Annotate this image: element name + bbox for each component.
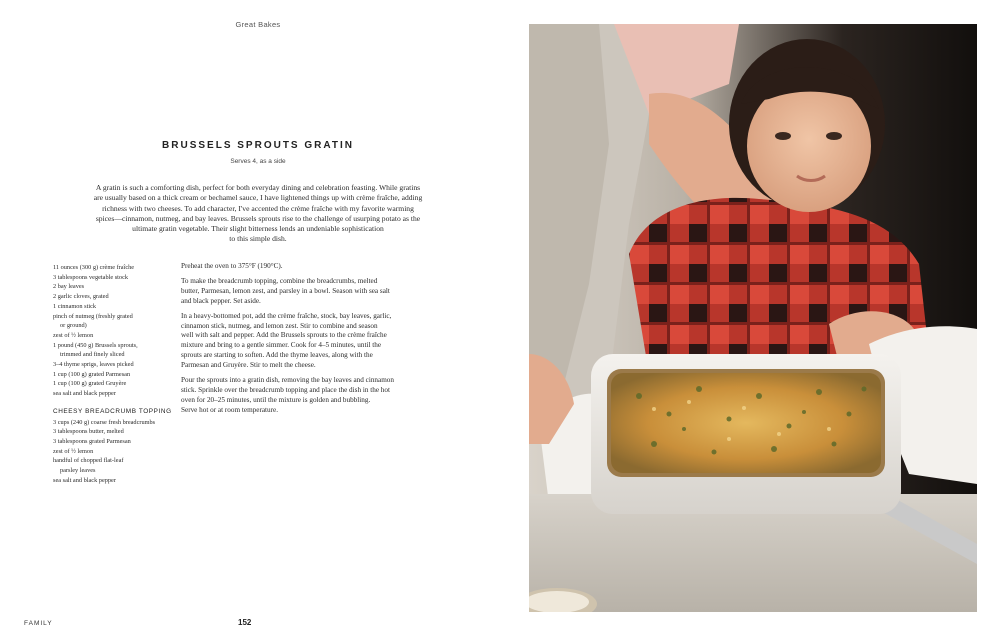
ingredient-item: 1 cup (100 g) grated Parmesan	[53, 370, 131, 378]
method-line: stick. Sprinkle over the breadcrumb topping and place the dish in the hot	[181, 385, 390, 394]
method-line: mixture and bring to a gentle simmer. Cook for 4–5 minutes, until the	[181, 341, 382, 350]
photo-illustration	[529, 24, 977, 612]
ingredient-item: 1 cup (100 g) grated Gruyère	[53, 380, 127, 388]
topping-ingredient-item: 3 cups (240 g) coarse fresh breadcrumbs	[53, 418, 156, 426]
ingredient-item: 1 pound (450 g) Brussels sprouts,	[53, 341, 138, 349]
topping-heading: CHEESY BREADCRUMB TOPPING	[53, 407, 172, 415]
method-steps	[181, 262, 443, 421]
recipe-title: BRUSSELS SPROUTS GRATIN	[162, 140, 354, 151]
method-line: well with salt and pepper. Add the Brussels sprouts to the crème fraîche	[181, 331, 387, 340]
intro-line: spices—cinnamon, nutmeg, and bay leaves. Brussels sprouts rise to the challenge of usurping potato as the	[95, 213, 421, 223]
method-line: In a heavy-bottomed pot, add the crème fraîche, stock, bay leaves, garlic,	[181, 311, 392, 320]
ingredient-item: 1 cinnamon stick	[53, 302, 97, 310]
running-head: Great Bakes	[235, 20, 281, 29]
ingredient-item: pinch of nutmeg (freshly grated	[53, 312, 133, 320]
topping-ingredient-item: 3 tablespoons grated Parmesan	[53, 437, 131, 445]
ingredient-item: or ground)	[60, 322, 87, 330]
ingredient-item: 2 garlic cloves, grated	[53, 293, 109, 301]
method-line: Parmesan and Gruyère. Stir to melt the cheese.	[181, 361, 316, 370]
method-line: Pour the sprouts into a gratin dish, removing the bay leaves and cinnamon	[181, 376, 394, 385]
method-line: To make the breadcrumb topping, combine the breadcrumbs, melted	[181, 276, 378, 285]
serves-note: Serves 4, as a side	[230, 158, 286, 165]
method-step	[181, 262, 443, 272]
page-number: 152	[238, 618, 252, 627]
topping-ingredient-item: zest of ½ lemon	[53, 447, 94, 455]
topping-ingredient-item: 3 tablespoons butter, melted	[53, 428, 124, 436]
topping-ingredient-item: handful of chopped flat-leaf	[53, 457, 124, 465]
method-line: Serve hot or at room temperature.	[181, 405, 278, 414]
intro-line: A gratin is such a comforting dish, perfect for both everyday dining and celebration feasting. While gratins	[95, 183, 421, 192]
method-line: cinnamon stick, nutmeg, and lemon zest. Stir to combine and season	[181, 321, 378, 330]
intro-line: ultimate gratin vegetable. Their slight bitterness lends an undeniable sophistication	[132, 224, 384, 234]
method-line: sprouts are starting to soften. Add the thyme leaves, along with the	[181, 351, 373, 360]
intro-line: to this simple dish.	[229, 234, 287, 244]
method-step	[181, 376, 443, 416]
method-step	[181, 277, 443, 307]
intro-line: are usually based on a thick cream or bechamel sauce, I have lightened things up with crème fraîche, adding	[93, 193, 423, 203]
topping-ingredient-item: parsley leaves	[60, 467, 96, 475]
ingredient-item: 2 bay leaves	[53, 283, 85, 291]
ingredient-item: 3–4 thyme sprigs, leaves picked	[53, 361, 134, 369]
method-step	[181, 312, 443, 371]
ingredient-item: trimmed and finely sliced	[60, 351, 125, 359]
method-line: butter, Parmesan, lemon zest, and parsley in a bowl. Season with sea salt	[181, 286, 390, 295]
topping-ingredient-item: sea salt and black pepper	[53, 476, 116, 484]
ingredient-item: 3 tablespoons vegetable stock	[53, 273, 129, 281]
ingredient-item: zest of ½ lemon	[53, 331, 94, 339]
method-line: Preheat the oven to 375°F (190°C).	[181, 262, 283, 270]
ingredient-list	[53, 263, 179, 485]
ingredient-item: 11 ounces (300 g) crème fraîche	[53, 264, 135, 271]
intro-line: richness with two cheeses. To add character, I've accented the crème fraîche with my favorite warming	[102, 203, 414, 213]
footer-section-label: FAMILY	[24, 620, 53, 627]
method-line: oven for 20–25 minutes, until the mixture is golden and bubbling.	[181, 395, 371, 404]
method-line: and black pepper. Set aside.	[181, 296, 261, 305]
recipe-photo	[529, 24, 977, 612]
recipe-intro	[58, 183, 458, 245]
ingredient-item: sea salt and black pepper	[53, 390, 116, 398]
